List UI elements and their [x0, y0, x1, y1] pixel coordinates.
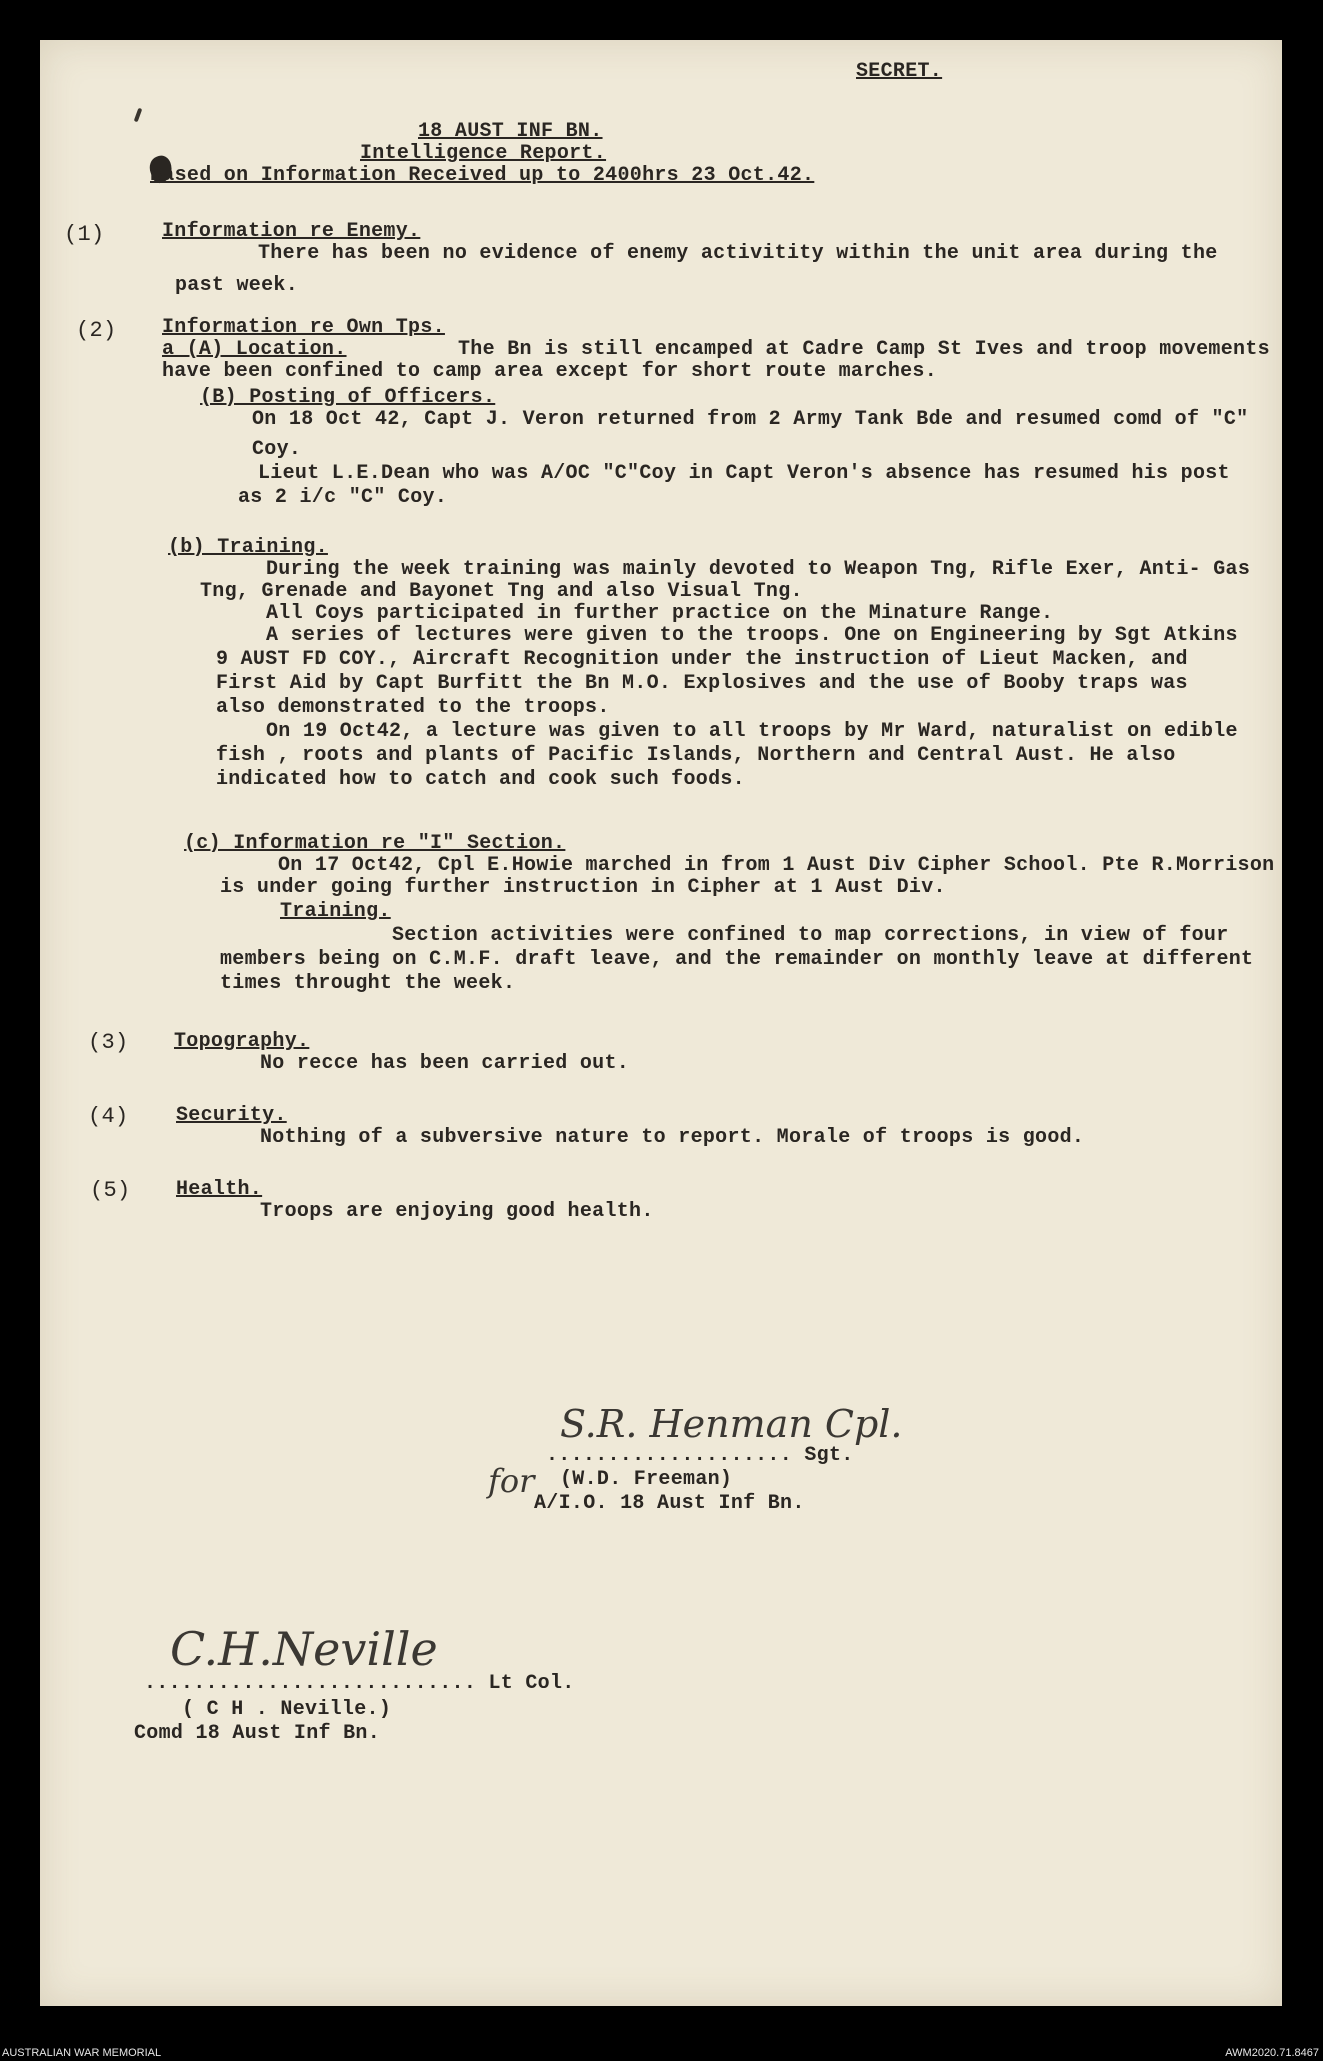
training-line: First Aid by Capt Burfitt the Bn M.O. Explosives and the use of Booby traps was: [216, 672, 1188, 695]
signature-1-name: (W.D. Freeman): [560, 1468, 733, 1491]
posting-label: (B) Posting of Officers.: [200, 386, 496, 409]
location-line: have been confined to camp area except for short route marches.: [162, 360, 938, 383]
signature-2-appointment: Comd 18 Aust Inf Bn.: [134, 1722, 381, 1745]
posting-line: Lieut L.E.Dean who was A/OC "C"Coy in Capt Veron's absence has resumed his post: [258, 462, 1230, 485]
footer-institution: AUSTRALIAN WAR MEMORIAL: [2, 2047, 162, 2059]
training-label: (b) Training.: [168, 536, 328, 559]
training-line: fish , roots and plants of Pacific Islands, Northern and Central Aust. He also: [216, 744, 1176, 767]
section-5-line: Troops are enjoying good health.: [260, 1200, 654, 1223]
posting-line: On 18 Oct 42, Capt J. Veron returned from 2 Army Tank Bde and resumed comd of "C": [252, 408, 1249, 431]
section-3-line: No recce has been carried out.: [260, 1052, 630, 1075]
section-1-number: (1): [64, 222, 105, 247]
isection-training-line: times throught the week.: [220, 972, 516, 995]
location-label: a (A) Location.: [162, 338, 347, 361]
section-5-heading: Health.: [176, 1178, 263, 1201]
training-line: indicated how to catch and cook such foods.: [216, 768, 745, 791]
signature-2-name: ( C H . Neville.): [182, 1698, 392, 1721]
section-1-line: There has been no evidence of enemy activitity within the unit area during the: [258, 242, 1218, 265]
training-line: A series of lectures were given to the troops. One on Engineering by Sgt Atkins: [266, 624, 1238, 647]
isection-label: (c) Information re "I" Section.: [184, 832, 566, 855]
section-1-heading: Information re Enemy.: [162, 220, 421, 243]
training-line: All Coys participated in further practice on the Minature Range.: [266, 602, 1054, 625]
section-5-number: (5): [90, 1178, 131, 1203]
training-line: On 19 Oct42, a lecture was given to all troops by Mr Ward, naturalist on edible: [266, 720, 1238, 743]
section-4-number: (4): [88, 1104, 129, 1129]
report-title: Intelligence Report.: [360, 142, 607, 165]
training-line: Tng, Grenade and Bayonet Tng and also Visual Tng.: [200, 580, 803, 603]
pin-mark: [134, 108, 143, 123]
isection-line: is under going further instruction in Cipher at 1 Aust Div.: [220, 876, 946, 899]
training-line: During the week training was mainly devoted to Weapon Tng, Rifle Exer, Anti- Gas: [266, 558, 1251, 581]
handwritten-signature-henman: S.R. Henman Cpl.: [560, 1402, 903, 1446]
footer-accession-number: AWM2020.71.8467: [1225, 2047, 1319, 2059]
section-2-number: (2): [76, 318, 117, 343]
section-4-line: Nothing of a subversive nature to report. Morale of troops is good.: [260, 1126, 1085, 1149]
document-page: [40, 40, 1282, 2006]
section-3-number: (3): [88, 1030, 129, 1055]
section-4-heading: Security.: [176, 1104, 287, 1127]
handwritten-signature-neville: C.H.Neville: [170, 1622, 438, 1676]
classification-label: SECRET.: [856, 60, 943, 83]
report-basis: Based on Information Received up to 2400hrs 23 Oct.42.: [150, 164, 815, 187]
training-line: also demonstrated to the troops.: [216, 696, 610, 719]
posting-line: as 2 i/c "C" Coy.: [238, 486, 448, 509]
isection-training-label: Training.: [280, 900, 391, 923]
document-body: [40, 40, 1282, 2006]
handwritten-for-mark: for: [488, 1462, 535, 1500]
section-2-heading: Information re Own Tps.: [162, 316, 445, 339]
signature-2-rank-line: ........................... Lt Col.: [144, 1672, 575, 1695]
posting-line: Coy.: [252, 438, 302, 461]
isection-training-line: Section activities were confined to map corrections, in view of four: [392, 924, 1229, 947]
location-line: The Bn is still encamped at Cadre Camp St Ives and troop movements: [458, 338, 1270, 361]
training-line: 9 AUST FD COY., Aircraft Recognition under the instruction of Lieut Macken, and: [216, 648, 1188, 671]
unit-name: 18 AUST INF BN.: [418, 120, 603, 143]
section-3-heading: Topography.: [174, 1030, 310, 1053]
signature-1-appointment: A/I.O. 18 Aust Inf Bn.: [534, 1492, 805, 1515]
isection-training-line: members being on C.M.F. draft leave, and the remainder on monthly leave at different: [220, 948, 1254, 971]
section-1-line: past week.: [175, 274, 299, 297]
isection-line: On 17 Oct42, Cpl E.Howie marched in from 1 Aust Div Cipher School. Pte R.Morrison: [278, 854, 1275, 877]
signature-1-rank-line: .................... Sgt.: [546, 1444, 854, 1467]
